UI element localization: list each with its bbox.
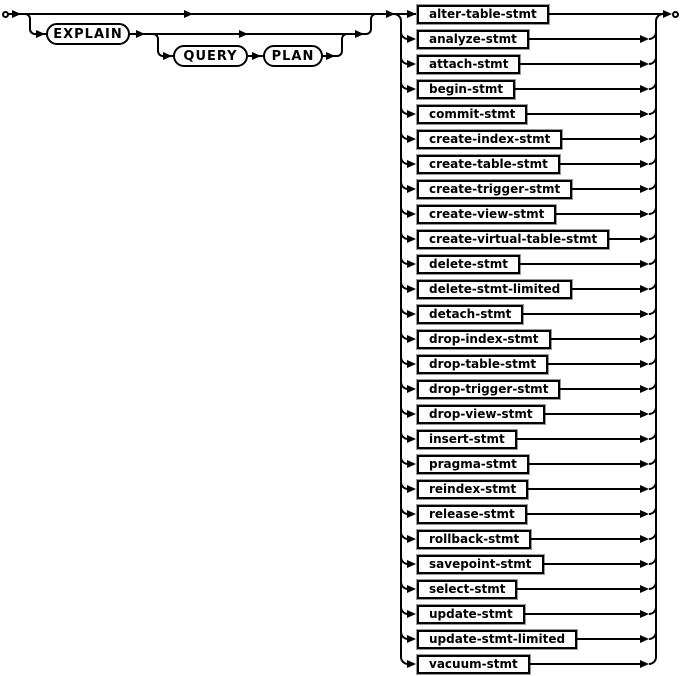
rail-segment-h — [549, 13, 665, 15]
arrow-right-icon — [640, 85, 649, 93]
arrow-right-icon — [163, 52, 172, 60]
arrow-right-icon — [640, 560, 649, 568]
keyword-oval-explain: EXPLAIN — [46, 23, 130, 45]
arrow-right-icon — [407, 285, 416, 293]
arrow-right-icon — [640, 110, 649, 118]
nonterminal-box-insert-stmt[interactable]: insert-stmt — [417, 430, 517, 449]
arrow-right-icon — [640, 260, 649, 268]
arrow-right-icon — [407, 410, 416, 418]
arrow-right-icon — [640, 135, 649, 143]
arrow-right-icon — [407, 660, 416, 668]
arrow-right-icon — [640, 510, 649, 518]
arrow-right-icon — [184, 10, 193, 18]
arrow-right-icon — [326, 52, 335, 60]
arrow-right-icon — [407, 360, 416, 368]
arrow-right-icon — [407, 385, 416, 393]
rail-segment-h — [529, 463, 642, 465]
nonterminal-box-delete-stmt-limited[interactable]: delete-stmt-limited — [417, 280, 572, 299]
nonterminal-box-detach-stmt[interactable]: detach-stmt — [417, 305, 523, 324]
arrow-right-icon — [407, 110, 416, 118]
rail-segment-h — [525, 613, 642, 615]
arrow-right-icon — [640, 235, 649, 243]
rail-segment-v — [157, 39, 159, 51]
rail-segment-h — [572, 288, 642, 290]
rail-segment-h — [517, 588, 642, 590]
nonterminal-box-drop-index-stmt[interactable]: drop-index-stmt — [417, 330, 551, 349]
rail-segment-h — [544, 563, 642, 565]
nonterminal-box-create-view-stmt[interactable]: create-view-stmt — [417, 205, 556, 224]
rail-segment-h — [520, 63, 642, 65]
arrow-right-icon — [407, 435, 416, 443]
nonterminal-box-update-stmt-limited[interactable]: update-stmt-limited — [417, 630, 577, 649]
rail-segment-h — [609, 238, 642, 240]
arrow-right-icon — [407, 310, 416, 318]
nonterminal-box-analyze-stmt[interactable]: analyze-stmt — [417, 30, 529, 49]
arrow-right-icon — [407, 510, 416, 518]
nonterminal-box-create-virtual-table-stmt[interactable]: create-virtual-table-stmt — [417, 230, 609, 249]
rail-segment-h — [529, 38, 642, 40]
arrow-right-icon — [640, 485, 649, 493]
arrow-right-icon — [407, 10, 416, 18]
nonterminal-box-alter-table-stmt[interactable]: alter-table-stmt — [417, 5, 549, 24]
arrow-right-icon — [407, 35, 416, 43]
rail-segment-h — [556, 213, 642, 215]
rail-segment-h — [572, 188, 642, 190]
rail-segment-v — [370, 19, 372, 29]
arrow-right-icon — [36, 30, 45, 38]
arrow-right-icon — [640, 635, 649, 643]
arrow-right-icon — [136, 30, 145, 38]
rail-segment-h — [517, 438, 642, 440]
arrow-right-icon — [407, 585, 416, 593]
nonterminal-box-rollback-stmt[interactable]: rollback-stmt — [417, 530, 531, 549]
arrow-right-icon — [640, 60, 649, 68]
end-terminal-icon — [672, 11, 679, 18]
nonterminal-box-begin-stmt[interactable]: begin-stmt — [417, 80, 515, 99]
arrow-right-icon — [640, 585, 649, 593]
arrow-right-icon — [640, 360, 649, 368]
arrow-right-icon — [407, 610, 416, 618]
nonterminal-box-drop-view-stmt[interactable]: drop-view-stmt — [417, 405, 545, 424]
arrow-right-icon — [355, 30, 364, 38]
rail-segment-h — [528, 488, 642, 490]
rail-segment-h — [545, 413, 642, 415]
rail-curve-br — [649, 657, 657, 665]
arrow-right-icon — [640, 310, 649, 318]
arrow-right-icon — [407, 85, 416, 93]
rail-segment-h — [560, 163, 642, 165]
arrow-right-icon — [407, 235, 416, 243]
rail-segment-h — [577, 638, 642, 640]
arrow-right-icon — [640, 660, 649, 668]
arrow-right-icon — [407, 335, 416, 343]
rail-segment-h — [130, 33, 366, 35]
rail-segment-h — [562, 138, 642, 140]
nonterminal-box-update-stmt[interactable]: update-stmt — [417, 605, 525, 624]
nonterminal-box-create-index-stmt[interactable]: create-index-stmt — [417, 130, 562, 149]
rail-segment-h — [520, 263, 642, 265]
arrow-right-icon — [640, 535, 649, 543]
start-terminal-icon — [2, 11, 9, 18]
rail-segment-h — [527, 513, 642, 515]
rail-curve-tl — [341, 33, 347, 39]
arrow-right-icon — [640, 185, 649, 193]
nonterminal-box-savepoint-stmt[interactable]: savepoint-stmt — [417, 555, 544, 574]
arrow-right-icon — [407, 260, 416, 268]
arrow-right-icon — [407, 135, 416, 143]
nonterminal-box-select-stmt[interactable]: select-stmt — [417, 580, 517, 599]
arrow-right-icon — [640, 210, 649, 218]
arrow-right-icon — [407, 160, 416, 168]
rail-segment-h — [531, 538, 642, 540]
rail-curve-br — [337, 51, 343, 57]
arrow-right-icon — [407, 185, 416, 193]
rail-curve-br — [366, 29, 372, 35]
arrow-right-icon — [640, 435, 649, 443]
arrow-right-icon — [640, 285, 649, 293]
rail-segment-h — [523, 313, 642, 315]
nonterminal-box-drop-table-stmt[interactable]: drop-table-stmt — [417, 355, 548, 374]
nonterminal-box-create-table-stmt[interactable]: create-table-stmt — [417, 155, 560, 174]
rail-segment-v — [341, 39, 343, 51]
keyword-oval-query: QUERY — [173, 45, 248, 67]
arrow-right-icon — [640, 335, 649, 343]
arrow-right-icon — [407, 60, 416, 68]
nonterminal-box-vacuum-stmt[interactable]: vacuum-stmt — [417, 655, 530, 674]
arrow-right-icon — [12, 10, 21, 18]
nonterminal-box-pragma-stmt[interactable]: pragma-stmt — [417, 455, 529, 474]
rail-segment-h — [530, 663, 642, 665]
rail-curve-tl — [370, 13, 376, 19]
arrow-right-icon — [407, 485, 416, 493]
nonterminal-box-commit-stmt[interactable]: commit-stmt — [417, 105, 527, 124]
rail-segment-h — [548, 363, 642, 365]
arrow-right-icon — [640, 35, 649, 43]
nonterminal-box-drop-trigger-stmt[interactable]: drop-trigger-stmt — [417, 380, 560, 399]
keyword-oval-plan: PLAN — [263, 45, 323, 67]
rail-segment-h — [527, 113, 642, 115]
arrow-right-icon — [239, 30, 248, 38]
arrow-right-icon — [640, 460, 649, 468]
rail-segment-h — [560, 388, 642, 390]
nonterminal-box-delete-stmt[interactable]: delete-stmt — [417, 255, 520, 274]
arrow-right-icon — [407, 535, 416, 543]
nonterminal-box-reindex-stmt[interactable]: reindex-stmt — [417, 480, 528, 499]
rail-segment-v — [29, 19, 31, 29]
rail-segment-h — [8, 13, 417, 15]
arrow-right-icon — [407, 210, 416, 218]
rail-segment-h — [515, 88, 642, 90]
arrow-right-icon — [640, 410, 649, 418]
arrow-right-icon — [407, 560, 416, 568]
arrow-right-icon — [407, 635, 416, 643]
arrow-right-icon — [640, 610, 649, 618]
arrow-right-icon — [407, 460, 416, 468]
nonterminal-box-attach-stmt[interactable]: attach-stmt — [417, 55, 520, 74]
nonterminal-box-release-stmt[interactable]: release-stmt — [417, 505, 527, 524]
arrow-right-icon — [640, 385, 649, 393]
nonterminal-box-create-trigger-stmt[interactable]: create-trigger-stmt — [417, 180, 572, 199]
rail-segment-h — [551, 338, 642, 340]
arrow-right-icon — [252, 52, 261, 60]
arrow-right-icon — [640, 160, 649, 168]
